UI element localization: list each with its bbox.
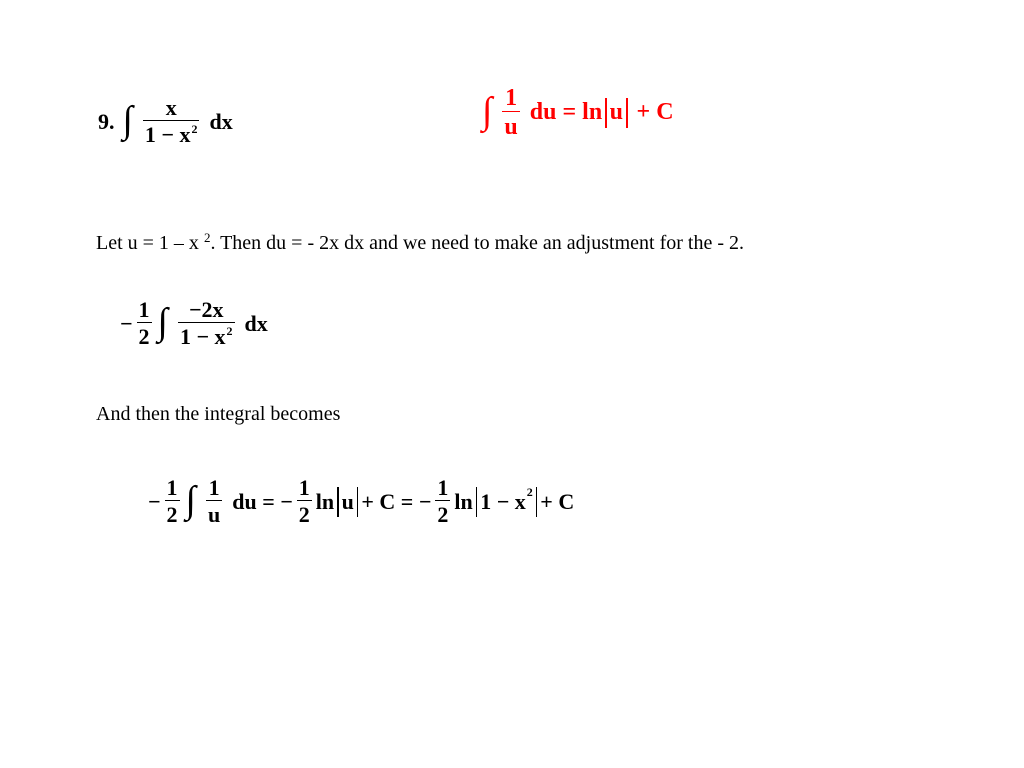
abs-bar-left bbox=[337, 487, 339, 517]
denominator-exponent: 2 bbox=[191, 122, 198, 137]
integrand-denominator: u bbox=[207, 502, 221, 528]
final-plus-c: + C bbox=[540, 488, 575, 514]
denominator-base: 1 − x bbox=[179, 324, 226, 350]
coefficient2-numerator: 1 bbox=[298, 475, 310, 500]
coefficient3-fraction bbox=[435, 476, 450, 527]
coefficient-denominator: 2 bbox=[166, 502, 178, 528]
integrand-fraction bbox=[143, 96, 200, 147]
substitution-text-part1: Let u = 1 – x bbox=[96, 232, 204, 254]
coefficient-denominator: 2 bbox=[138, 324, 150, 350]
transition-text: And then the integral becomes bbox=[96, 403, 341, 425]
final-integral bbox=[148, 476, 574, 527]
abs-bar-right bbox=[626, 98, 628, 128]
integral-sign-icon: ∫ bbox=[122, 98, 133, 141]
integrand-denominator bbox=[143, 120, 200, 147]
formula-numerator: 1 bbox=[505, 85, 518, 111]
du-equals-minus: du = − bbox=[232, 488, 293, 514]
integral-sign-icon: ∫ bbox=[157, 300, 168, 343]
coefficient3-numerator: 1 bbox=[437, 475, 449, 500]
log-integral-formula bbox=[480, 85, 674, 141]
integrand-fraction bbox=[206, 476, 222, 527]
abs-bar-right bbox=[357, 487, 359, 517]
substitution-text-part2: . Then du = - 2x dx and we need to make an adjustment for the - 2. bbox=[210, 232, 744, 254]
formula-plus-c: + C bbox=[636, 99, 674, 126]
ln-argument-exponent: 2 bbox=[526, 485, 533, 500]
coefficient-fraction bbox=[137, 298, 152, 349]
abs-bar-left bbox=[605, 98, 607, 128]
coefficient3-denominator: 2 bbox=[437, 502, 449, 528]
integrand-numerator: −2x bbox=[188, 297, 224, 322]
formula-denominator: u bbox=[502, 111, 519, 140]
coefficient2-fraction bbox=[297, 476, 312, 527]
integrand-fraction bbox=[178, 298, 235, 349]
integral-sign-icon: ∫ bbox=[482, 89, 493, 132]
plus-c-equals-minus: + C = − bbox=[361, 488, 432, 514]
coefficient-numerator: 1 bbox=[138, 297, 150, 322]
formula-u: u bbox=[609, 99, 624, 126]
differential: dx bbox=[244, 310, 268, 336]
differential: dx bbox=[209, 108, 233, 134]
ln-argument-u: u bbox=[341, 488, 354, 514]
coefficient2-denominator: 2 bbox=[298, 502, 310, 528]
coefficient-numerator: 1 bbox=[166, 475, 178, 500]
formula-du-eq-ln: du = ln bbox=[529, 99, 603, 126]
denominator-exponent: 2 bbox=[226, 324, 233, 339]
integrand-numerator: 1 bbox=[208, 475, 220, 500]
formula-fraction bbox=[502, 85, 519, 141]
integrand-denominator bbox=[178, 322, 235, 349]
abs-bar-right-2 bbox=[536, 487, 538, 517]
ln-argument-base: 1 − x bbox=[480, 488, 526, 514]
leading-minus: − bbox=[120, 310, 133, 336]
denominator-base: 1 − x bbox=[144, 122, 191, 148]
substitution-text-exponent: 2 bbox=[203, 230, 211, 245]
integrand-numerator: x bbox=[165, 95, 177, 120]
coefficient-fraction bbox=[165, 476, 180, 527]
ln-function-2: ln bbox=[454, 488, 473, 514]
abs-bar-left-2 bbox=[476, 487, 478, 517]
problem-9-integral bbox=[98, 96, 233, 147]
problem-number: 9. bbox=[98, 108, 115, 134]
leading-minus: − bbox=[148, 488, 161, 514]
ln-function: ln bbox=[315, 488, 335, 514]
substitution-text bbox=[96, 232, 744, 255]
integral-sign-icon: ∫ bbox=[185, 478, 196, 521]
adjusted-integral bbox=[120, 298, 268, 349]
